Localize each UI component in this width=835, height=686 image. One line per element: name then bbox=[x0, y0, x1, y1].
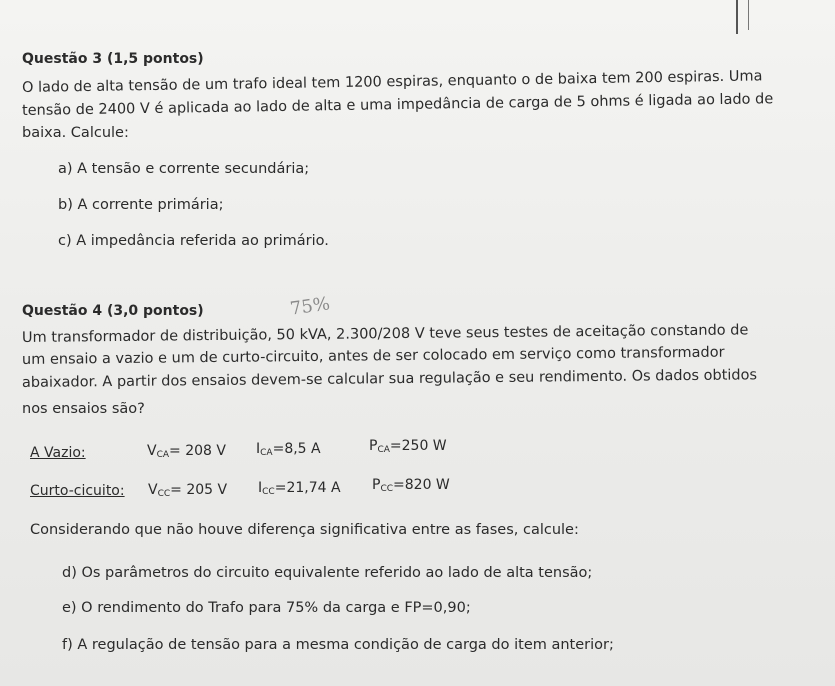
vazio-current: $I_{CA}=8,5$ A bbox=[256, 441, 321, 458]
curto-current: $I_{CC}=21,74$ A bbox=[258, 480, 341, 497]
vazio-label: A Vazio: bbox=[30, 445, 86, 461]
question-3-text-line: tensão de 2400 V é aplicada ao lado de alta e uma impedância de carga de 5 ohms é ligada ao lado de bbox=[21, 91, 774, 119]
question-3-item-a: a) A tensão e corrente secundária; bbox=[58, 161, 310, 177]
curto-label: Curto-cicuito: bbox=[30, 483, 125, 499]
question-4-item-f: f) A regulação de tensão para a mesma condição de carga do item anterior; bbox=[62, 637, 614, 653]
question-4-text-line: abaixador. A partir dos ensaios devem-se calcular sua regulação e seu rendimento. Os dados obtidos bbox=[21, 367, 758, 391]
page-edge-mark bbox=[736, 0, 738, 34]
question-4-item-e: e) O rendimento do Trafo para 75% da carga e FP=0,90; bbox=[62, 600, 471, 616]
question-3-text-line: O lado de alta tensão de um trafo ideal tem 1200 espiras, enquanto o de baixa tem 200 espiras. Uma bbox=[21, 68, 763, 96]
curto-voltage: $V_{CC}= 205$ V bbox=[148, 482, 228, 499]
question-4-title: Questão 4 (3,0 pontos) bbox=[22, 303, 204, 319]
question-4-instruction: Considerando que não houve diferença significativa entre as fases, calcule: bbox=[30, 522, 579, 538]
question-4-text-line: um ensaio a vazio e um de curto-circuito, antes de ser colocado em serviço como transformador bbox=[21, 344, 725, 368]
question-4-item-d: d) Os parâmetros do circuito equivalente referido ao lado de alta tensão; bbox=[62, 565, 593, 581]
question-3-title: Questão 3 (1,5 pontos) bbox=[22, 51, 204, 67]
vazio-power: $P_{CA}=250$ W bbox=[369, 438, 447, 455]
question-3-item-c: c) A impedância referida ao primário. bbox=[58, 233, 329, 249]
handwritten-annotation: 75% bbox=[288, 293, 332, 320]
question-3-text-line: baixa. Calcule: bbox=[22, 125, 129, 141]
question-4-text-line: Um transformador de distribuição, 50 kVA, 2.300/208 V teve seus testes de aceitação constando de bbox=[21, 322, 749, 346]
question-4-text-line: nos ensaios são? bbox=[22, 401, 145, 417]
page-edge-mark bbox=[748, 0, 749, 30]
question-3-item-b: b) A corrente primária; bbox=[58, 197, 224, 213]
vazio-voltage: $V_{CA}= 208$ V bbox=[147, 443, 226, 460]
curto-power: $P_{CC}=820$ W bbox=[372, 477, 450, 494]
